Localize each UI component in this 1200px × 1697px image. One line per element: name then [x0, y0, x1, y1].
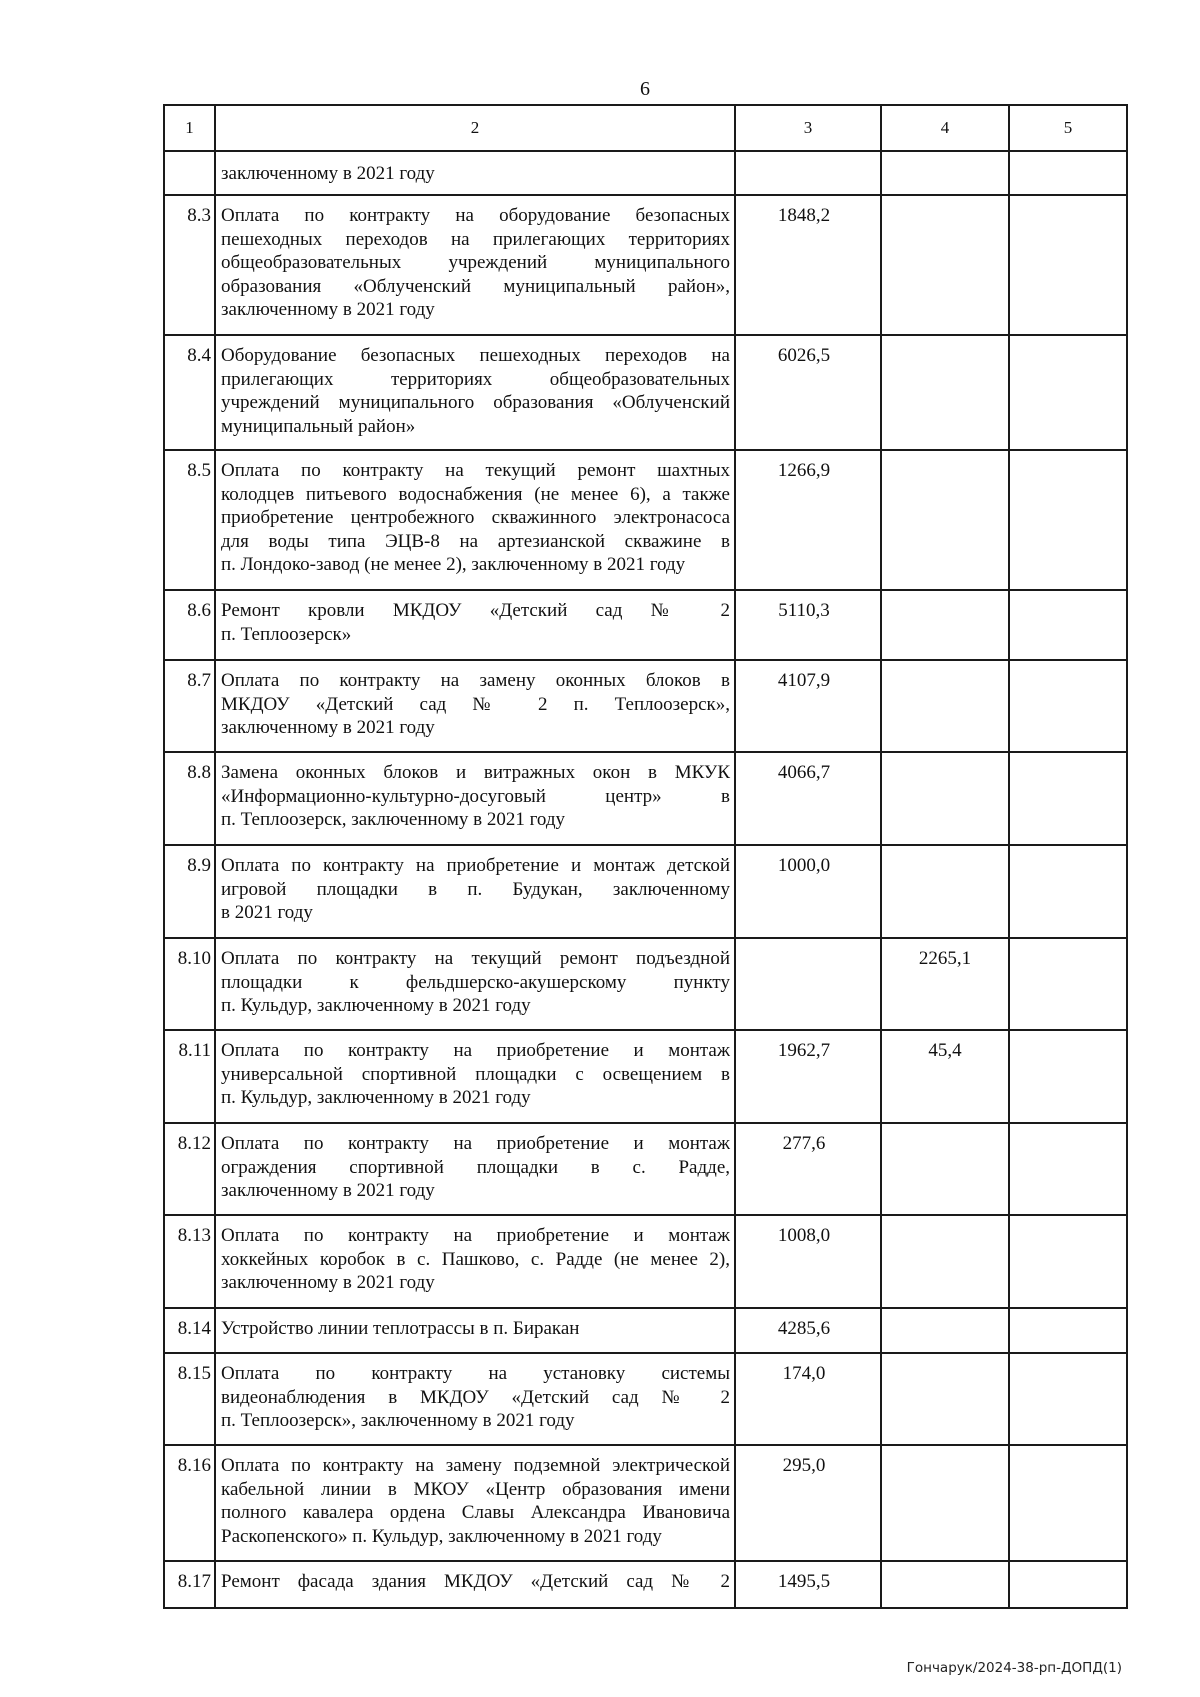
description-line: пешеходных переходов на прилегающих территориях — [221, 228, 730, 250]
value-c4 — [881, 151, 1009, 195]
row-number: 8.11 — [164, 1030, 215, 1123]
description-line: полного кавалера ордена Славы Александра Ивановича — [221, 1502, 730, 1523]
value-c3: 4285,6 — [735, 1308, 881, 1353]
row-number: 8.13 — [164, 1215, 215, 1308]
description-line: Оплата по контракту на текущий ремонт подъездной — [221, 948, 730, 969]
value-c3: 1848,2 — [735, 195, 881, 335]
value-c3: 1000,0 — [735, 845, 881, 938]
value-c3: 6026,5 — [735, 335, 881, 450]
value-c3: 5110,3 — [735, 590, 881, 660]
description-line: универсальной спортивной площадки с освещением в — [221, 1063, 730, 1085]
value-c3 — [735, 938, 881, 1030]
description-line: в 2021 году — [221, 902, 313, 923]
row-description — [215, 1445, 735, 1561]
description-line: Замена оконных блоков и витражных окон в МКУК — [221, 762, 730, 783]
description-line: колодцев питьевого водоснабжения (не менее 6), а также — [221, 483, 730, 505]
header-cell-4: 4 — [881, 105, 1009, 151]
description-line: муниципальный район» — [221, 415, 416, 437]
row-number: 8.9 — [164, 845, 215, 938]
description-line: ограждения спортивной площадки в с. Радде, — [221, 1156, 730, 1178]
description-line: общеобразовательных учреждений муниципального — [221, 252, 730, 273]
row-description — [215, 1030, 735, 1123]
document-code: Гончарук/2024-38-рп-ДОПД(1) — [906, 1660, 1122, 1676]
value-c3: 277,6 — [735, 1123, 881, 1215]
row-description — [215, 590, 735, 660]
table-row — [164, 590, 1127, 660]
page-number: 6 — [640, 78, 650, 100]
table-header-row — [164, 105, 1127, 151]
description-line: заключенному в 2021 году — [221, 1180, 435, 1201]
description-line: Оплата по контракту на приобретение и монтаж — [221, 1040, 730, 1061]
value-c4 — [881, 660, 1009, 752]
description-line: МКДОУ «Детский сад № 2 п. Теплоозерск», — [221, 693, 730, 715]
value-c3: 174,0 — [735, 1353, 881, 1445]
table-row — [164, 1030, 1127, 1123]
value-c5 — [1009, 1030, 1127, 1123]
row-number: 8.17 — [164, 1561, 215, 1608]
value-c5 — [1009, 1308, 1127, 1353]
header-cell-3: 3 — [735, 105, 881, 151]
value-c4 — [881, 1215, 1009, 1308]
description-line: приобретение центробежного скважинного электронасоса — [221, 507, 730, 528]
value-c5 — [1009, 1445, 1127, 1561]
value-c5 — [1009, 151, 1127, 195]
value-c5 — [1009, 845, 1127, 938]
description-line: образования «Облученский муниципальный район», — [221, 275, 730, 297]
row-number: 8.12 — [164, 1123, 215, 1215]
value-c5 — [1009, 335, 1127, 450]
row-description — [215, 1308, 735, 1353]
row-description — [215, 660, 735, 752]
value-c4 — [881, 1308, 1009, 1353]
value-c4 — [881, 752, 1009, 845]
description-line: хоккейных коробок в с. Пашково, с. Радде (не менее 2), — [221, 1248, 730, 1270]
value-c3: 1962,7 — [735, 1030, 881, 1123]
row-description — [215, 845, 735, 938]
row-number: 8.5 — [164, 450, 215, 590]
description-line: Раскопенского» п. Кульдур, заключенному в 2021 году — [221, 1525, 662, 1547]
value-c4: 2265,1 — [881, 938, 1009, 1030]
description-line: Оплата по контракту на приобретение и монтаж детской — [221, 855, 730, 876]
table-row — [164, 938, 1127, 1030]
description-line: п. Теплоозерск, заключенному в 2021 году — [221, 809, 566, 830]
description-line: прилегающих территориях общеобразовательных — [221, 368, 730, 390]
row-description — [215, 195, 735, 335]
value-c4 — [881, 195, 1009, 335]
description-line: учреждений муниципального образования «Облученский — [221, 392, 730, 413]
value-c3: 4066,7 — [735, 752, 881, 845]
table-row — [164, 1561, 1127, 1608]
table-row — [164, 195, 1127, 335]
header-cell-5: 5 — [1009, 105, 1127, 151]
description-line: для воды типа ЭЦВ-8 на артезианской скважине в — [221, 530, 730, 552]
row-description — [215, 1353, 735, 1445]
description-line: «Информационно-культурно-досуговый центр» в — [221, 785, 730, 807]
value-c5 — [1009, 1561, 1127, 1608]
table-row — [164, 1215, 1127, 1308]
value-c4 — [881, 1445, 1009, 1561]
row-number: 8.6 — [164, 590, 215, 660]
row-description — [215, 938, 735, 1030]
value-c4 — [881, 450, 1009, 590]
row-number: 8.4 — [164, 335, 215, 450]
description-line: площадки к фельдшерско-акушерскому пункту — [221, 971, 730, 993]
description-line: Устройство линии теплотрассы в п. Биракан — [221, 1318, 580, 1339]
table-row — [164, 752, 1127, 845]
value-c5 — [1009, 752, 1127, 845]
value-c3: 1495,5 — [735, 1561, 881, 1608]
value-c4 — [881, 1353, 1009, 1445]
value-c4 — [881, 1561, 1009, 1608]
value-c3: 1266,9 — [735, 450, 881, 590]
description-line: заключенному в 2021 году — [221, 163, 435, 184]
row-number: 8.16 — [164, 1445, 215, 1561]
header-cell-1: 1 — [164, 105, 215, 151]
value-c4 — [881, 1123, 1009, 1215]
description-line: п. Кульдур, заключенному в 2021 году — [221, 995, 531, 1016]
row-number: 8.15 — [164, 1353, 215, 1445]
data-table — [163, 104, 1128, 1609]
value-c5 — [1009, 195, 1127, 335]
value-c5 — [1009, 1353, 1127, 1445]
value-c5 — [1009, 590, 1127, 660]
table-row — [164, 1353, 1127, 1445]
description-line: кабельной линии в МКОУ «Центр образования имени — [221, 1478, 730, 1500]
table-row — [164, 450, 1127, 590]
value-c3: 1008,0 — [735, 1215, 881, 1308]
value-c3: 295,0 — [735, 1445, 881, 1561]
description-line: Ремонт фасада здания МКДОУ «Детский сад № 2 — [221, 1571, 730, 1592]
row-description — [215, 151, 735, 195]
description-line: п. Теплоозерск» — [221, 623, 352, 645]
row-description — [215, 1561, 735, 1608]
value-c4 — [881, 845, 1009, 938]
row-description — [215, 1215, 735, 1308]
value-c3 — [735, 151, 881, 195]
row-description — [215, 1123, 735, 1215]
value-c3: 4107,9 — [735, 660, 881, 752]
description-line: Оплата по контракту на оборудование безопасных — [221, 205, 730, 226]
value-c4: 45,4 — [881, 1030, 1009, 1123]
header-cell-2: 2 — [215, 105, 735, 151]
description-line: Оплата по контракту на приобретение и монтаж — [221, 1133, 730, 1154]
table-row — [164, 1445, 1127, 1561]
description-line: Оплата по контракту на приобретение и монтаж — [221, 1225, 730, 1246]
description-line: заключенному в 2021 году — [221, 717, 435, 738]
value-c5 — [1009, 938, 1127, 1030]
value-c5 — [1009, 450, 1127, 590]
row-number: 8.14 — [164, 1308, 215, 1353]
description-line: Оплата по контракту на текущий ремонт шахтных — [221, 460, 730, 481]
description-line: игровой площадки в п. Будукан, заключенному — [221, 878, 730, 900]
table-row — [164, 660, 1127, 752]
description-line: Ремонт кровли МКДОУ «Детский сад № 2 — [221, 600, 730, 621]
description-line: видеонаблюдения в МКДОУ «Детский сад № 2 — [221, 1386, 730, 1408]
table-row — [164, 1123, 1127, 1215]
value-c5 — [1009, 1215, 1127, 1308]
row-number: 8.10 — [164, 938, 215, 1030]
description-line: Оплата по контракту на замену оконных блоков в — [221, 670, 730, 691]
description-line: Оплата по контракту на замену подземной электрической — [221, 1455, 730, 1476]
row-number: 8.3 — [164, 195, 215, 335]
value-c4 — [881, 335, 1009, 450]
row-description — [215, 752, 735, 845]
row-number: 8.8 — [164, 752, 215, 845]
description-line: п. Теплоозерск», заключенному в 2021 году — [221, 1410, 575, 1431]
row-description — [215, 335, 735, 450]
row-number: 8.7 — [164, 660, 215, 752]
value-c5 — [1009, 1123, 1127, 1215]
row-description — [215, 450, 735, 590]
description-line: п. Кульдур, заключенному в 2021 году — [221, 1087, 531, 1108]
value-c4 — [881, 590, 1009, 660]
value-c5 — [1009, 660, 1127, 752]
description-line: Оплата по контракту на установку системы — [221, 1363, 730, 1384]
description-line: Оборудование безопасных пешеходных переходов на — [221, 345, 730, 366]
table-row — [164, 151, 1127, 195]
table-row — [164, 335, 1127, 450]
description-line: заключенному в 2021 году — [221, 1272, 435, 1293]
row-number — [164, 151, 215, 195]
description-line: п. Лондоко-завод (не менее 2), заключенному в 2021 году — [221, 554, 686, 575]
table-row — [164, 1308, 1127, 1353]
table-row — [164, 845, 1127, 938]
description-line: заключенному в 2021 году — [221, 299, 435, 320]
